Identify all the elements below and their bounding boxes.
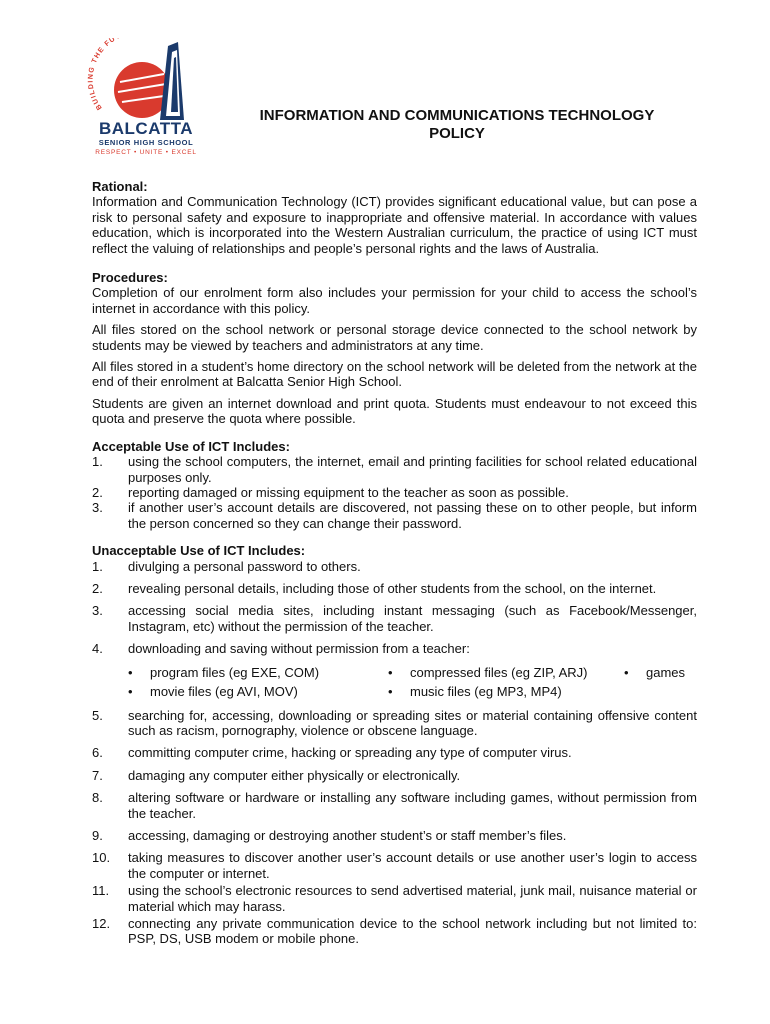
procedures-paragraph: Students are given an internet download and print quota. Students must endeavour to not exceed this quota and preserve the quota where possible. (92, 395, 697, 427)
item-number: 10. (92, 850, 111, 866)
list-item (92, 790, 697, 821)
list-item (92, 828, 697, 843)
item-text-line: downloading and saving without permission from a teacher: (128, 641, 470, 657)
list-item (92, 641, 697, 700)
title-line-1: INFORMATION AND COMMUNICATIONS TECHNOLOGY (259, 107, 655, 124)
bullet-item: • music files (eg MP3, MP4) (388, 682, 624, 701)
list-item (92, 708, 697, 739)
logo-school-sub: SENIOR HIGH SCHOOL (98, 138, 194, 147)
list-item (92, 850, 697, 881)
item-text: taking measures to discover another user’s account details or use another user’s login to access the computer or internet. (128, 850, 697, 881)
item-number: 9. (92, 828, 103, 843)
item-text: accessing social media sites, including instant messaging (such as Facebook/Messenger, Instagram, etc) without the permission of the teacher. (128, 603, 697, 634)
item-text: divulging a personal password to others. (128, 558, 361, 574)
list-item (92, 603, 697, 634)
acceptable-list (92, 454, 697, 531)
item-text: altering software or hardware or installing any software including games, without permission from the teacher. (128, 790, 697, 821)
page-title (218, 107, 696, 143)
item-number: 6. (92, 745, 103, 761)
item-number: 2. (92, 484, 103, 500)
list-item (92, 454, 697, 485)
rational-heading: Rational: (92, 179, 148, 194)
unacceptable-list (92, 559, 697, 947)
item-number: 3. (92, 500, 103, 516)
logo-motto: RESPECT • UNITE • EXCEL (95, 149, 197, 156)
item-text: accessing, damaging or destroying another student’s or staff member’s files. (128, 828, 567, 843)
item-text: revealing personal details, including those of other students from the school, on the internet. (128, 580, 657, 596)
list-item (92, 559, 697, 574)
bullet-item: • movie files (eg AVI, MOV) (128, 682, 388, 701)
item-text: using the school computers, the internet, email and printing facilities for school related educational purposes only. (128, 454, 697, 485)
item-text: if another user’s account details are discovered, not passing these on to other people, but inform the person concerned so they can change their password. (128, 500, 697, 531)
logo-school-name: BALCATTA (98, 119, 193, 138)
bullet-item: • compressed files (eg ZIP, ARJ) (388, 663, 624, 682)
title-line-2: POLICY (429, 125, 485, 142)
list-item (92, 581, 697, 596)
list-item (92, 745, 697, 760)
list-item (92, 768, 697, 783)
item-text: searching for, accessing, downloading or spreading sites or material containing offensive content such as racism, pornography, violence or obscene language. (128, 707, 697, 738)
list-item (92, 485, 697, 500)
item-text: connecting any private communication device to the school network including but not limited to: PSP, DS, USB modem or mobile phone. (128, 916, 697, 947)
school-logo (80, 38, 212, 160)
item-number: 1. (92, 558, 103, 574)
download-bullets (128, 663, 704, 701)
logo-emblem (80, 38, 212, 122)
logo-arc-text: BUILDING THE FU (87, 38, 118, 111)
item-number: 12. (92, 916, 111, 932)
bullet-item: • games (624, 663, 704, 682)
item-number: 4. (92, 641, 103, 657)
item-text: reporting damaged or missing equipment to the teacher as soon as possible. (128, 484, 569, 500)
item-number: 2. (92, 580, 103, 596)
item-number: 7. (92, 767, 103, 783)
list-item (92, 883, 697, 914)
item-text: committing computer crime, hacking or spreading any type of computer virus. (128, 745, 572, 761)
procedures-paragraph: All files stored on the school network or personal storage device connected to the school network by students may be viewed by teachers and administrators at any time. (92, 322, 697, 353)
item-text: using the school’s electronic resources to send advertised material, junk mail, nuisance material or material which may harass. (128, 883, 697, 914)
bullet-item: • program files (eg EXE, COM) (128, 663, 388, 682)
item-text (128, 641, 704, 700)
item-number: 5. (92, 707, 103, 723)
item-number: 11. (92, 883, 110, 899)
list-item (92, 916, 697, 947)
procedures-paragraph: Completion of our enrolment form also includes your permission for your child to access the school’s internet in accordance with this policy. (92, 285, 697, 316)
procedures-paragraph: All files stored in a student’s home directory on the school network will be deleted from the network at the end of their enrolment at Balcatta Senior High School. (92, 359, 697, 390)
acceptable-heading: Acceptable Use of ICT Includes: (92, 438, 290, 454)
list-item (92, 500, 697, 531)
document-body (92, 179, 697, 947)
item-text: damaging any computer either physically or electronically. (128, 767, 461, 783)
unacceptable-heading: Unacceptable Use of ICT Includes: (92, 543, 306, 559)
procedures-heading: Procedures: (92, 270, 168, 286)
item-number: 1. (92, 454, 103, 470)
item-number: 8. (92, 790, 103, 806)
rational-text: Information and Communication Technology (ICT) provides significant educational value, but can pose a risk to personal safety and exposure to inappropriate and offensive material. In accordance with values education, which is incorporated into the Western Australian curriculum, the practice of using ICT must reflect the valuing of relationships and people’s personal rights and the laws of Australia. (92, 194, 697, 256)
item-number: 3. (92, 603, 103, 619)
